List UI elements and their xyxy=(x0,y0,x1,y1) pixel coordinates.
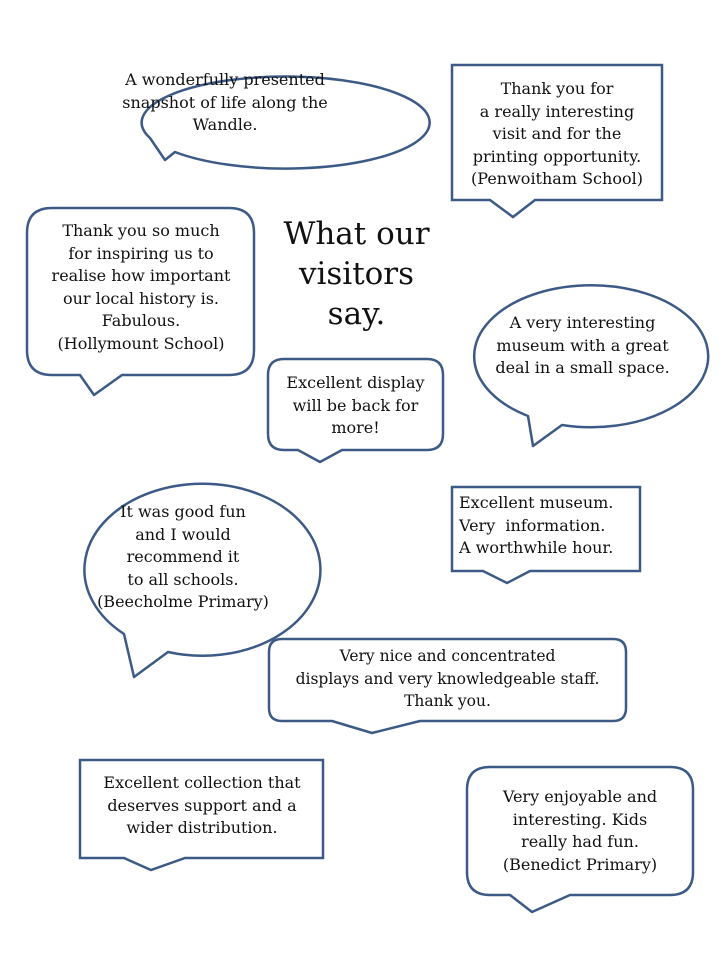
quote-line: Thank you. xyxy=(404,692,491,710)
quote-line: recommend it xyxy=(126,547,240,566)
quote-line: (Benedict Primary) xyxy=(502,854,658,874)
quote-beecholme xyxy=(78,501,288,614)
quote-line: museum with a great xyxy=(496,335,669,355)
title-line: visitors xyxy=(298,256,415,292)
quote-knowledgeable-staff xyxy=(270,645,625,713)
page-title xyxy=(264,214,449,334)
quote-penwoitham xyxy=(452,78,662,191)
quote-line: A very interesting xyxy=(509,313,656,332)
quote-line: A worthwhile hour. xyxy=(459,538,614,557)
quote-line: Thank you so much xyxy=(62,221,220,240)
quote-line: Thank you for xyxy=(500,79,614,98)
quote-wandle xyxy=(100,69,350,137)
quote-great-deal xyxy=(480,312,685,380)
quote-line: will be back for xyxy=(292,395,419,415)
quote-line: Very nice and concentrated xyxy=(339,647,556,665)
quote-line: It was good fun xyxy=(120,502,246,521)
quote-collection xyxy=(82,772,322,840)
quote-line: really had fun. xyxy=(521,832,639,851)
quote-hollymount xyxy=(28,220,254,355)
quote-line: Excellent display xyxy=(286,373,425,392)
quote-benedict xyxy=(470,786,690,876)
quote-line: wider distribution. xyxy=(126,818,278,837)
quote-line: more! xyxy=(331,418,380,437)
title-line: What our xyxy=(283,216,430,252)
quote-line: Very enjoyable and xyxy=(502,787,658,806)
quote-line: Excellent collection that xyxy=(103,773,301,792)
quote-line: displays and very knowledgeable staff. xyxy=(295,669,600,688)
quote-line: deserves support and a xyxy=(107,795,297,815)
quote-line: printing opportunity. xyxy=(472,146,642,166)
quote-line: deal in a small space. xyxy=(495,358,670,377)
quote-line: visit and for the xyxy=(492,124,622,143)
quote-excellent-display xyxy=(268,372,443,440)
quote-line: Excellent museum. xyxy=(459,493,614,512)
quote-line: interesting. Kids xyxy=(512,809,648,829)
quote-line: to all schools. xyxy=(127,569,239,589)
quote-line: A wonderfully presented xyxy=(125,70,325,89)
quote-line: snapshot of life along the xyxy=(122,92,328,112)
quote-excellent-museum xyxy=(459,492,637,560)
quote-line: realise how important xyxy=(51,266,231,285)
quote-line: Fabulous. xyxy=(101,311,181,330)
quote-line: and I would xyxy=(135,524,231,544)
quote-line: our local history is. xyxy=(62,288,219,308)
quote-line: a really interesting xyxy=(479,101,635,121)
title-line: say. xyxy=(327,296,386,332)
quote-line: (Hollymount School) xyxy=(57,333,225,353)
quote-line: (Beecholme Primary) xyxy=(97,592,269,611)
quote-line: Very information. xyxy=(459,515,606,535)
quote-line: for inspiring us to xyxy=(68,243,214,263)
quote-line: Wandle. xyxy=(192,115,258,134)
quote-line: (Penwoitham School) xyxy=(471,169,643,188)
